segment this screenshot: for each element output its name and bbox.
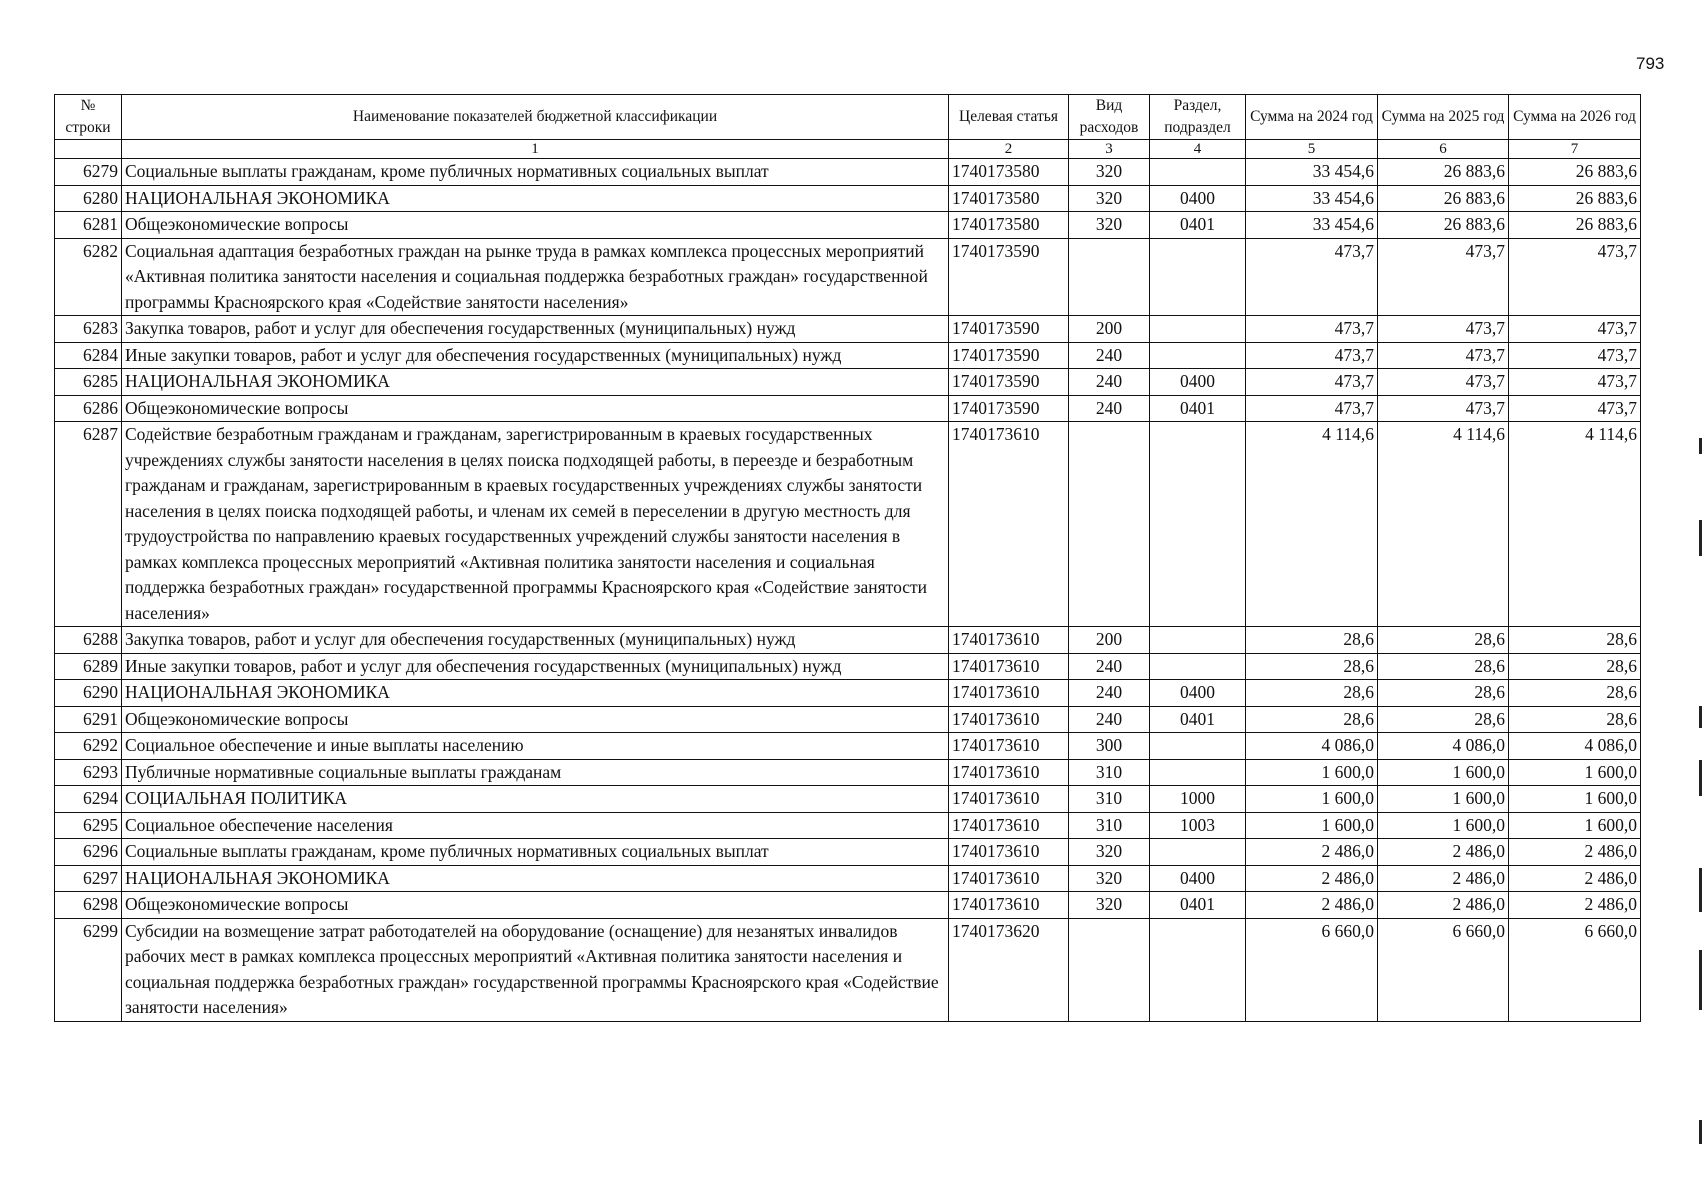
row-name: Общеэкономические вопросы [122,395,949,422]
column-number: 2 [949,140,1069,159]
table-row [55,238,1641,316]
table-body [55,159,1641,1022]
row-sum-2026: 26 883,6 [1509,159,1641,186]
row-target-article: 1740173610 [949,706,1069,733]
row-sum-2025: 473,7 [1378,342,1509,369]
row-sum-2026: 1 600,0 [1509,759,1641,786]
row-section [1150,759,1246,786]
row-section [1150,342,1246,369]
row-target-article: 1740173620 [949,918,1069,1021]
row-expense-type: 240 [1069,395,1150,422]
row-target-article: 1740173580 [949,185,1069,212]
row-expense-type [1069,918,1150,1021]
row-sum-2025: 6 660,0 [1378,918,1509,1021]
row-sum-2026: 26 883,6 [1509,212,1641,239]
row-name: Социальные выплаты гражданам, кроме публичных нормативных социальных выплат [122,159,949,186]
row-name: СОЦИАЛЬНАЯ ПОЛИТИКА [122,786,949,813]
row-expense-type: 240 [1069,369,1150,396]
row-expense-type: 200 [1069,627,1150,654]
row-number: 6288 [55,627,122,654]
row-expense-type: 320 [1069,839,1150,866]
table-row [55,786,1641,813]
row-sum-2026: 473,7 [1509,342,1641,369]
row-target-article: 1740173590 [949,238,1069,316]
row-sum-2026: 4 086,0 [1509,733,1641,760]
page-number: 793 [1636,54,1665,73]
row-number: 6279 [55,159,122,186]
row-target-article: 1740173610 [949,680,1069,707]
row-sum-2025: 4 086,0 [1378,733,1509,760]
row-sum-2025: 2 486,0 [1378,892,1509,919]
table-row [55,865,1641,892]
row-name: Публичные нормативные социальные выплаты гражданам [122,759,949,786]
table-row [55,342,1641,369]
row-section [1150,733,1246,760]
row-expense-type: 240 [1069,342,1150,369]
row-sum-2026: 2 486,0 [1509,892,1641,919]
row-target-article: 1740173610 [949,839,1069,866]
row-sum-2025: 26 883,6 [1378,212,1509,239]
row-number: 6283 [55,316,122,343]
scan-edge-mark [1699,1120,1702,1144]
row-target-article: 1740173610 [949,627,1069,654]
row-section: 0400 [1150,680,1246,707]
table-row [55,185,1641,212]
row-section [1150,238,1246,316]
row-sum-2025: 2 486,0 [1378,865,1509,892]
row-expense-type: 310 [1069,786,1150,813]
row-sum-2024: 6 660,0 [1246,918,1378,1021]
row-sum-2025: 28,6 [1378,627,1509,654]
row-sum-2025: 28,6 [1378,706,1509,733]
row-target-article: 1740173610 [949,422,1069,627]
row-sum-2024: 473,7 [1246,342,1378,369]
table-row [55,369,1641,396]
row-sum-2024: 1 600,0 [1246,786,1378,813]
row-sum-2024: 473,7 [1246,369,1378,396]
row-number: 6287 [55,422,122,627]
row-sum-2025: 473,7 [1378,238,1509,316]
row-sum-2025: 1 600,0 [1378,786,1509,813]
row-sum-2026: 1 600,0 [1509,786,1641,813]
scan-edge-mark [1699,438,1702,454]
row-sum-2025: 473,7 [1378,316,1509,343]
row-name: Социальная адаптация безработных граждан на рынке труда в рамках комплекса процессных мероприятий «Активная политика занятости населения и социальная поддержка безработных граждан» государственной программы Красноярского края «Содействие занятости населения» [122,238,949,316]
row-section [1150,422,1246,627]
column-number [55,140,122,159]
row-number: 6296 [55,839,122,866]
row-sum-2024: 2 486,0 [1246,839,1378,866]
row-name: Закупка товаров, работ и услуг для обеспечения государственных (муниципальных) нужд [122,627,949,654]
row-sum-2026: 28,6 [1509,680,1641,707]
row-number: 6298 [55,892,122,919]
row-section [1150,159,1246,186]
column-number: 1 [122,140,949,159]
row-expense-type: 240 [1069,706,1150,733]
table-row [55,395,1641,422]
row-target-article: 1740173590 [949,316,1069,343]
row-sum-2024: 33 454,6 [1246,185,1378,212]
row-sum-2026: 28,6 [1509,653,1641,680]
row-expense-type: 200 [1069,316,1150,343]
row-target-article: 1740173610 [949,653,1069,680]
row-target-article: 1740173590 [949,395,1069,422]
row-name: Социальные выплаты гражданам, кроме публичных нормативных социальных выплат [122,839,949,866]
row-sum-2024: 28,6 [1246,706,1378,733]
row-sum-2025: 28,6 [1378,680,1509,707]
row-section: 1000 [1150,786,1246,813]
row-sum-2024: 2 486,0 [1246,865,1378,892]
row-section [1150,653,1246,680]
header-sum-2026: Сумма на 2026 год [1509,95,1641,140]
row-sum-2025: 1 600,0 [1378,812,1509,839]
row-sum-2026: 2 486,0 [1509,865,1641,892]
row-name: Общеэкономические вопросы [122,212,949,239]
row-name: НАЦИОНАЛЬНАЯ ЭКОНОМИКА [122,865,949,892]
row-sum-2026: 473,7 [1509,369,1641,396]
row-number: 6290 [55,680,122,707]
row-target-article: 1740173610 [949,892,1069,919]
header-expense-type: Вид расходов [1069,95,1150,140]
table-row [55,706,1641,733]
row-sum-2024: 473,7 [1246,238,1378,316]
row-sum-2025: 26 883,6 [1378,185,1509,212]
row-expense-type: 300 [1069,733,1150,760]
row-number: 6295 [55,812,122,839]
row-sum-2024: 4 114,6 [1246,422,1378,627]
column-number: 4 [1150,140,1246,159]
row-sum-2024: 28,6 [1246,627,1378,654]
row-number: 6293 [55,759,122,786]
row-section: 1003 [1150,812,1246,839]
row-name: НАЦИОНАЛЬНАЯ ЭКОНОМИКА [122,369,949,396]
row-sum-2025: 1 600,0 [1378,759,1509,786]
row-sum-2026: 473,7 [1509,238,1641,316]
row-number: 6286 [55,395,122,422]
table-row [55,918,1641,1021]
row-number: 6292 [55,733,122,760]
row-sum-2024: 473,7 [1246,316,1378,343]
scan-edge-mark [1699,868,1702,912]
row-name: НАЦИОНАЛЬНАЯ ЭКОНОМИКА [122,185,949,212]
row-number: 6282 [55,238,122,316]
row-sum-2025: 26 883,6 [1378,159,1509,186]
row-name: Иные закупки товаров, работ и услуг для обеспечения государственных (муниципальных) нужд [122,653,949,680]
row-target-article: 1740173610 [949,812,1069,839]
row-number: 6289 [55,653,122,680]
row-section [1150,316,1246,343]
row-number: 6297 [55,865,122,892]
row-number: 6284 [55,342,122,369]
row-target-article: 1740173580 [949,159,1069,186]
row-target-article: 1740173590 [949,369,1069,396]
row-sum-2025: 2 486,0 [1378,839,1509,866]
header-section: Раздел, подраздел [1150,95,1246,140]
row-name: Закупка товаров, работ и услуг для обеспечения государственных (муниципальных) нужд [122,316,949,343]
row-section [1150,918,1246,1021]
column-number: 3 [1069,140,1150,159]
row-target-article: 1740173610 [949,759,1069,786]
column-number-row [55,140,1641,159]
header-name: Наименование показателей бюджетной классификации [122,95,949,140]
row-expense-type: 320 [1069,185,1150,212]
row-sum-2026: 473,7 [1509,395,1641,422]
row-name: НАЦИОНАЛЬНАЯ ЭКОНОМИКА [122,680,949,707]
header-row [55,95,1641,140]
row-sum-2024: 28,6 [1246,680,1378,707]
table-row [55,212,1641,239]
row-expense-type: 320 [1069,212,1150,239]
row-number: 6280 [55,185,122,212]
row-name: Общеэкономические вопросы [122,706,949,733]
row-sum-2025: 4 114,6 [1378,422,1509,627]
row-name: Общеэкономические вопросы [122,892,949,919]
budget-table [54,94,1641,1022]
table-row [55,892,1641,919]
scan-edge-mark [1699,950,1702,1010]
row-sum-2026: 2 486,0 [1509,839,1641,866]
row-sum-2026: 6 660,0 [1509,918,1641,1021]
row-section [1150,839,1246,866]
table-row [55,316,1641,343]
row-sum-2024: 4 086,0 [1246,733,1378,760]
row-sum-2024: 2 486,0 [1246,892,1378,919]
row-sum-2024: 473,7 [1246,395,1378,422]
row-sum-2025: 473,7 [1378,395,1509,422]
row-section: 0401 [1150,212,1246,239]
row-section: 0401 [1150,706,1246,733]
row-expense-type: 320 [1069,865,1150,892]
table-row [55,627,1641,654]
row-target-article: 1740173610 [949,865,1069,892]
row-name: Содействие безработным гражданам и гражданам, зарегистрированным в краевых государственных учреждениях службы занятости населения в целях поиска подходящей работы, в переезде и безработным гражданам и гражданам, зарегистрированным в краевых государственных учреждениях службы занятости населения в целях поиска подходящей работы, и членам их семей в переселении в другую местность для трудоустройства по направлению краевых государственных учреждений службы занятости населения в рамках комплекса процессных мероприятий «Активная политика занятости населения и социальная поддержка безработных граждан» государственной программы Красноярского края «Содействие занятости населения» [122,422,949,627]
row-section [1150,627,1246,654]
table-row [55,759,1641,786]
row-name: Иные закупки товаров, работ и услуг для обеспечения государственных (муниципальных) нужд [122,342,949,369]
row-name: Субсидии на возмещение затрат работодателей на оборудование (оснащение) для незанятых инвалидов рабочих мест в рамках комплекса процессных мероприятий «Активная политика занятости населения и социальная поддержка безработных граждан» государственной программы Красноярского края «Содействие занятости населения» [122,918,949,1021]
row-sum-2026: 4 114,6 [1509,422,1641,627]
row-section: 0400 [1150,865,1246,892]
row-expense-type: 310 [1069,759,1150,786]
table-row [55,812,1641,839]
column-number: 6 [1378,140,1509,159]
row-sum-2024: 33 454,6 [1246,159,1378,186]
row-expense-type: 320 [1069,892,1150,919]
row-sum-2024: 1 600,0 [1246,812,1378,839]
row-sum-2026: 28,6 [1509,706,1641,733]
scan-edge-mark [1699,520,1702,556]
header-sum-2025: Сумма на 2025 год [1378,95,1509,140]
header-sum-2024: Сумма на 2024 год [1246,95,1378,140]
row-target-article: 1740173610 [949,786,1069,813]
row-number: 6294 [55,786,122,813]
table-row [55,733,1641,760]
row-sum-2024: 1 600,0 [1246,759,1378,786]
row-target-article: 1740173590 [949,342,1069,369]
row-number: 6285 [55,369,122,396]
row-expense-type: 240 [1069,653,1150,680]
row-expense-type: 320 [1069,159,1150,186]
table-row [55,680,1641,707]
row-target-article: 1740173580 [949,212,1069,239]
table-row [55,422,1641,627]
row-sum-2026: 28,6 [1509,627,1641,654]
row-section: 0401 [1150,395,1246,422]
row-expense-type [1069,238,1150,316]
row-section: 0401 [1150,892,1246,919]
table-row [55,159,1641,186]
scan-edge-mark [1699,706,1702,728]
row-expense-type: 240 [1069,680,1150,707]
row-sum-2026: 473,7 [1509,316,1641,343]
column-number: 5 [1246,140,1378,159]
row-sum-2026: 26 883,6 [1509,185,1641,212]
header-row-no: № строки [55,95,122,140]
row-section: 0400 [1150,185,1246,212]
row-number: 6299 [55,918,122,1021]
row-sum-2025: 28,6 [1378,653,1509,680]
row-sum-2024: 33 454,6 [1246,212,1378,239]
row-sum-2024: 28,6 [1246,653,1378,680]
row-name: Социальное обеспечение и иные выплаты населению [122,733,949,760]
scan-edge-mark [1699,760,1702,796]
row-sum-2026: 1 600,0 [1509,812,1641,839]
row-expense-type: 310 [1069,812,1150,839]
row-section: 0400 [1150,369,1246,396]
row-number: 6281 [55,212,122,239]
header-target-article: Целевая статья [949,95,1069,140]
table-row [55,653,1641,680]
table-row [55,839,1641,866]
column-number: 7 [1509,140,1641,159]
row-target-article: 1740173610 [949,733,1069,760]
row-number: 6291 [55,706,122,733]
row-expense-type [1069,422,1150,627]
row-name: Социальное обеспечение населения [122,812,949,839]
row-sum-2025: 473,7 [1378,369,1509,396]
